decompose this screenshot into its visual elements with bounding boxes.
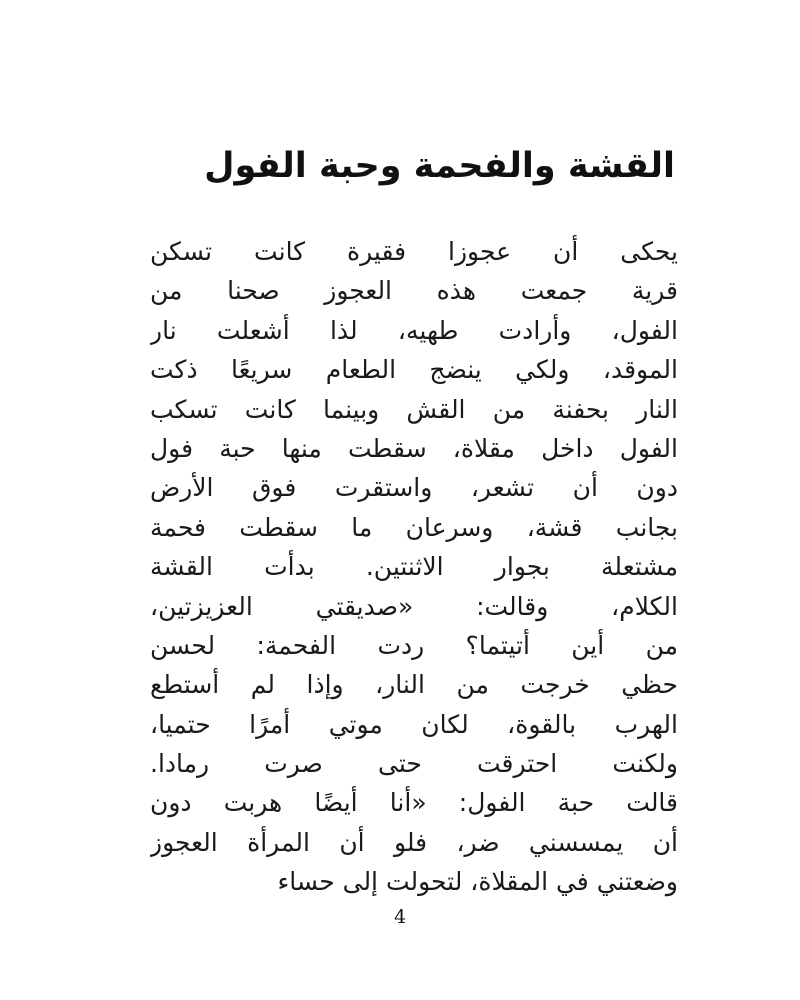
story-body (150, 232, 678, 902)
story-line: دون أن تشعر، واستقرت فوق الأرض (150, 473, 678, 503)
story-line: وضعتني في المقلاة، لتحولت إلى حساء (277, 867, 678, 897)
story-line: مشتعلة بجوار الاثنتين. بدأت القشة (150, 552, 678, 582)
page-number: 4 (393, 906, 407, 928)
story-title: القشة والفحمة وحبة الفول (204, 146, 675, 186)
story-line: يحكى أن عجوزا فقيرة كانت تسكن (150, 237, 678, 266)
story-line: قرية جمعت هذه العجوز صحنا من (150, 276, 678, 306)
story-line: من أين أتيتما؟ ردت الفحمة: لحسن (150, 630, 678, 660)
story-line: حظي خرجت من النار، وإذا لم أستطع (150, 670, 678, 700)
story-line: الفول داخل مقلاة، سقطت منها حبة فول (150, 433, 678, 463)
story-line: النار بحفنة من القش وبينما كانت تسكب (150, 394, 678, 424)
story-line: الكلام، وقالت: «صديقتي العزيزتين، (150, 591, 678, 621)
story-line: بجانب قشة، وسرعان ما سقطت فحمة (150, 512, 678, 542)
story-line: الموقد، ولكي ينضج الطعام سريعًا ذكت (150, 355, 678, 385)
story-line: أن يمسسني ضر، فلو أن المرأة العجوز (150, 827, 678, 857)
story-line: قالت حبة الفول: «أنا أيضًا هربت دون (150, 788, 678, 818)
story-line: الهرب بالقوة، لكان موتي أمرًا حتميا، (150, 709, 678, 739)
story-line: ولكنت احترقت حتى صرت رمادا. (150, 749, 678, 779)
story-line: الفول، وأرادت طهيه، لذا أشعلت نار (150, 315, 678, 345)
